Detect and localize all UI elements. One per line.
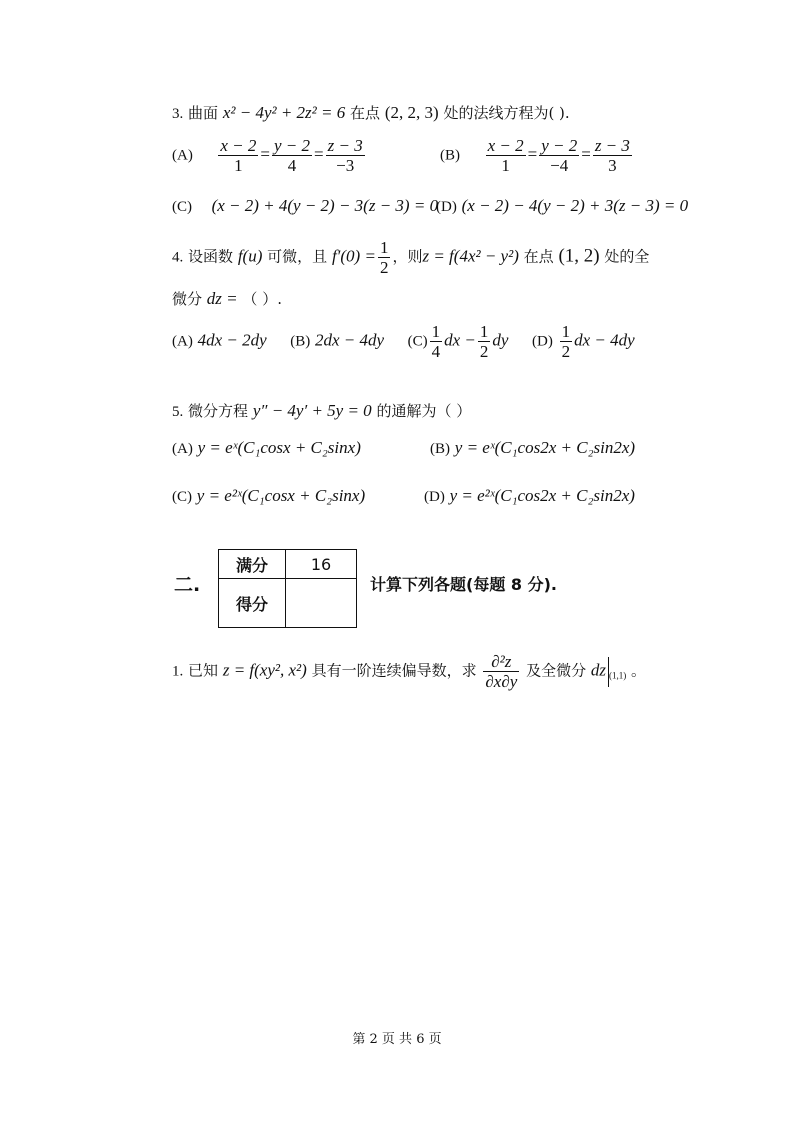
q4-option-d: (D)	[532, 333, 553, 350]
q5-option-c: (C) y = e²ˣ(C₁cosx + C₂sinx)	[172, 486, 366, 505]
q4-option-a: (A)	[172, 333, 193, 350]
q5-option-d: (D) y = e²ˣ(C₁cos2x + C₂sin2x)	[424, 486, 635, 505]
q3-surface-eq: x² − 4y² + 2z² = 6	[222, 103, 346, 122]
q4-option-b: (B)	[290, 333, 311, 350]
score-full-label: 满分	[219, 550, 286, 579]
score-full-value: 16	[286, 550, 357, 579]
q5-option-a: (A) y = eˣ(C₁cosx + C₂sinx)	[172, 438, 361, 457]
score-table	[218, 549, 357, 628]
q5-stem: 5. 微分方程 y″ − 4y′ + 5y = 0 的通解为（ ）	[172, 401, 472, 420]
q5-option-b: (B) y = eˣ(C₁cos2x + C₂sin2x)	[430, 438, 636, 457]
q4-option-c: (C)	[407, 333, 428, 350]
score-got-field[interactable]	[286, 579, 357, 628]
q3-option-c: (C) (x − 2) + 4(y − 2) − 3(z − 3) = 0	[172, 196, 439, 215]
page-footer: 第 2 页 共 6 页	[352, 1032, 442, 1047]
q3-option-d: (D) (x − 2) − 4(y − 2) + 3(z − 3) = 0	[436, 196, 689, 215]
q3-option-b: (B) $\frac{x - 2}{1}$ = $\frac{y - 2}{-4}$ = $\frac{z - 3}{3}$	[440, 136, 630, 175]
q4-stem: 4. 设函数 f(u) 可微，且 f′(0) = $\frac{1}{2}$ ，则z = f(4x² − y²) 在点 (1, 2) 处的全	[172, 238, 650, 277]
section-2-title: 计算下列各题(每题 8 分).	[370, 575, 557, 594]
problem-1: 1. 已知 z = f(xy², x²) 具有一阶连续偏导数，求 $\frac{\text{∂²z}}{\partial x\partial y}$ 及全微分 dz $_{(1,1)}$ 。	[172, 652, 647, 691]
q3-stem: 3. 曲面 x² − 4y² + 2z² = 6 在点 (2, 2, 3) 处的法线方程为( ).	[172, 103, 570, 122]
q3-number: 3.	[172, 106, 184, 122]
section-2-numeral: 二.	[174, 574, 201, 596]
score-got-label: 得分	[219, 579, 286, 628]
q3-option-a: (A) $\frac{x - 2}{1}$ = $\frac{y - 2}{4}$ = $\frac{z - 3}{-3}$	[172, 136, 363, 175]
q4-options: (A) 4dx − 2dy (B) 2dx − 4dy (C) $\frac{1}{4}$ dx − $\frac{1}{2}$ dy (D) $\frac{1}{2}$ dx − 4dy	[172, 322, 635, 361]
q4-stem-line2: 微分 dz = （ ）.	[172, 289, 282, 308]
q3-point: (2, 2, 3)	[384, 103, 439, 122]
